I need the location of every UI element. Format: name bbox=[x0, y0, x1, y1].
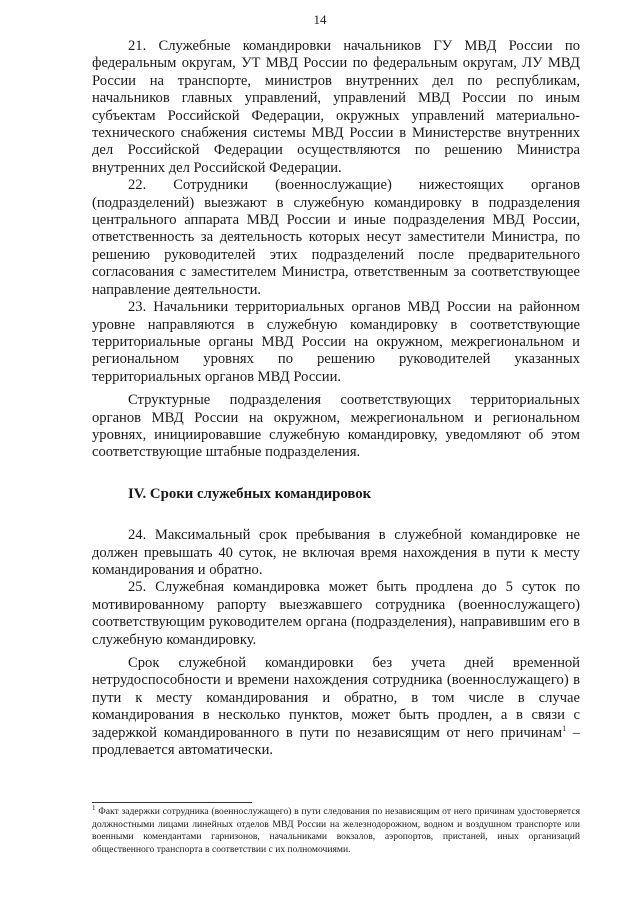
paragraph-25: 25. Служебная командировка может быть продлена до 5 суток по мотивированному рапорту выезжавшего сотрудника (военнослужащего) соответствующим руководителем органа (подразделения), направившим его в служебную командировку. bbox=[92, 579, 580, 648]
paragraph-21: 21. Служебные командировки начальников ГУ МВД России по федеральным округам, УТ МВД России по федеральным округам, ЛУ МВД России на транспорте, министров внутренних дел по республикам, начальников главных управлений, управлений МВД России по иным субъектам Российской Федерации, окружных управлений материально-технического снабжения системы МВД России в Министерстве внутренних дел Российской Федерации осуществляются по решению Министра внутренних дел Российской Федерации. bbox=[92, 38, 580, 176]
paragraph-structural-units: Структурные подразделения соответствующих территориальных органов МВД России на окружном, межрегиональном и региональном уровнях, инициировавшие служебную командировку, уведомляют об этом соответствующие штабные подразделения. bbox=[92, 392, 580, 461]
section-heading: IV. Сроки служебных командировок bbox=[128, 485, 372, 502]
paragraph-term-extension bbox=[92, 655, 580, 759]
footnote-divider bbox=[92, 802, 252, 803]
document-body bbox=[92, 38, 580, 759]
page-number: 14 bbox=[313, 12, 327, 27]
footnote bbox=[92, 803, 580, 856]
paragraph-term-extension-tail: – продлевается автоматически. bbox=[92, 724, 581, 759]
paragraph-24: 24. Максимальный срок пребывания в служебной командировке не должен превышать 40 суток, не включая время нахождения в пути к месту командирования и обратно. bbox=[92, 527, 580, 578]
footnote-reference[interactable]: 1 bbox=[562, 723, 567, 733]
footnote-text: Факт задержки сотрудника (военнослужащего) в пути следования по независящим от него причинам удостоверяется должностными лицами линейных отделов МВД России на железнодорожном, водном и воздушном транспорте или военными комендантами гарнизонов, начальниками вокзалов, аэропортов, пристаней, иных организаций общественного транспорта в соответствии с их полномочиями. bbox=[92, 806, 580, 855]
footnote-marker: 1 bbox=[92, 803, 96, 812]
paragraph-term-extension-text: Срок служебной командировки без учета дней временной нетрудоспособности и времени нахождения сотрудника (военнослужащего) в пути к месту командирования и обратно, в том числе в случае командирования в несколько пунктов, может быть продлен, а в связи с задержкой командированного в пути по независящим от него причинам bbox=[92, 655, 580, 741]
paragraph-23: 23. Начальники территориальных органов МВД России на районном уровне направляются в служебную командировку в соответствующие территориальные органы МВД России на окружном, межрегиональном и региональном уровнях по решению руководителей указанных территориальных органов МВД России. bbox=[92, 299, 580, 385]
paragraph-22: 22. Сотрудники (военнослужащие) нижестоящих органов (подразделений) выезжают в служебную командировку в подразделения центрального аппарата МВД России и иные подразделения МВД России, ответственность за деятельность которых несут заместители Министра, по решению руководителей этих подразделений после предварительного согласования с заместителем Министра, ответственным за соответствующее направление деятельности. bbox=[92, 177, 580, 298]
